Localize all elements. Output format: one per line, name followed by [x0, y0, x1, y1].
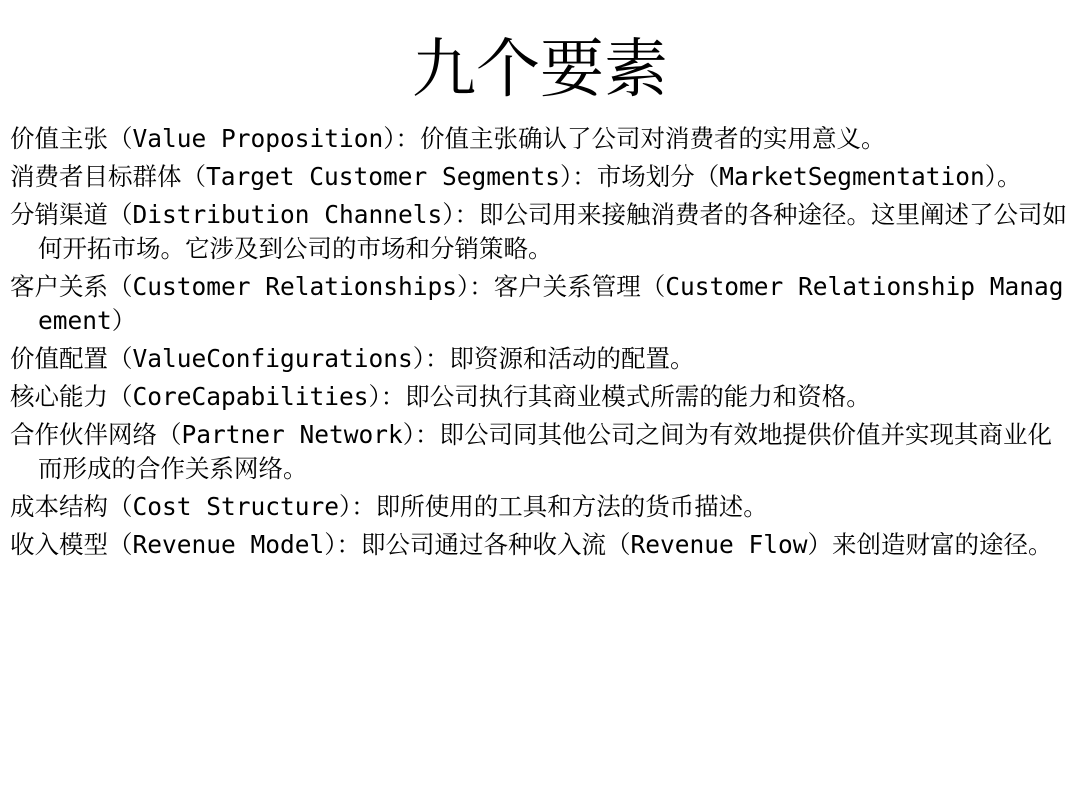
list-item: 价值主张（Value Proposition）：价值主张确认了公司对消费者的实用意义。: [10, 124, 886, 153]
list-item: 核心能力（CoreCapabilities）：即公司执行其商业模式所需的能力和资格。: [10, 382, 871, 411]
list-item: 价值配置（ValueConfigurations）：即资源和活动的配置。: [10, 344, 695, 373]
list-item: 成本结构（Cost Structure）：即所使用的工具和方法的货币描述。: [10, 492, 768, 521]
list-item: 消费者目标群体（Target Customer Segments）：市场划分（MarketSegmentation）。: [10, 162, 1022, 191]
list-item: 客户关系（Customer Relationships）：客户关系管理（Customer Relationship Management）: [10, 272, 1064, 335]
list-item: 收入模型（Revenue Model）：即公司通过各种收入流（Revenue Flow）来创造财富的途径。: [10, 530, 1053, 559]
list-item: 分销渠道（Distribution Channels）：即公司用来接触消费者的各种途径。这里阐述了公司如何开拓市场。它涉及到公司的市场和分销策略。: [10, 200, 1068, 263]
element-list: [10, 122, 1072, 566]
slide-title: 九个要素: [412, 33, 668, 107]
list-item: 合作伙伴网络（Partner Network）：即公司同其他公司之间为有效地提供价值并实现其商业化而形成的合作关系网络。: [10, 420, 1052, 483]
